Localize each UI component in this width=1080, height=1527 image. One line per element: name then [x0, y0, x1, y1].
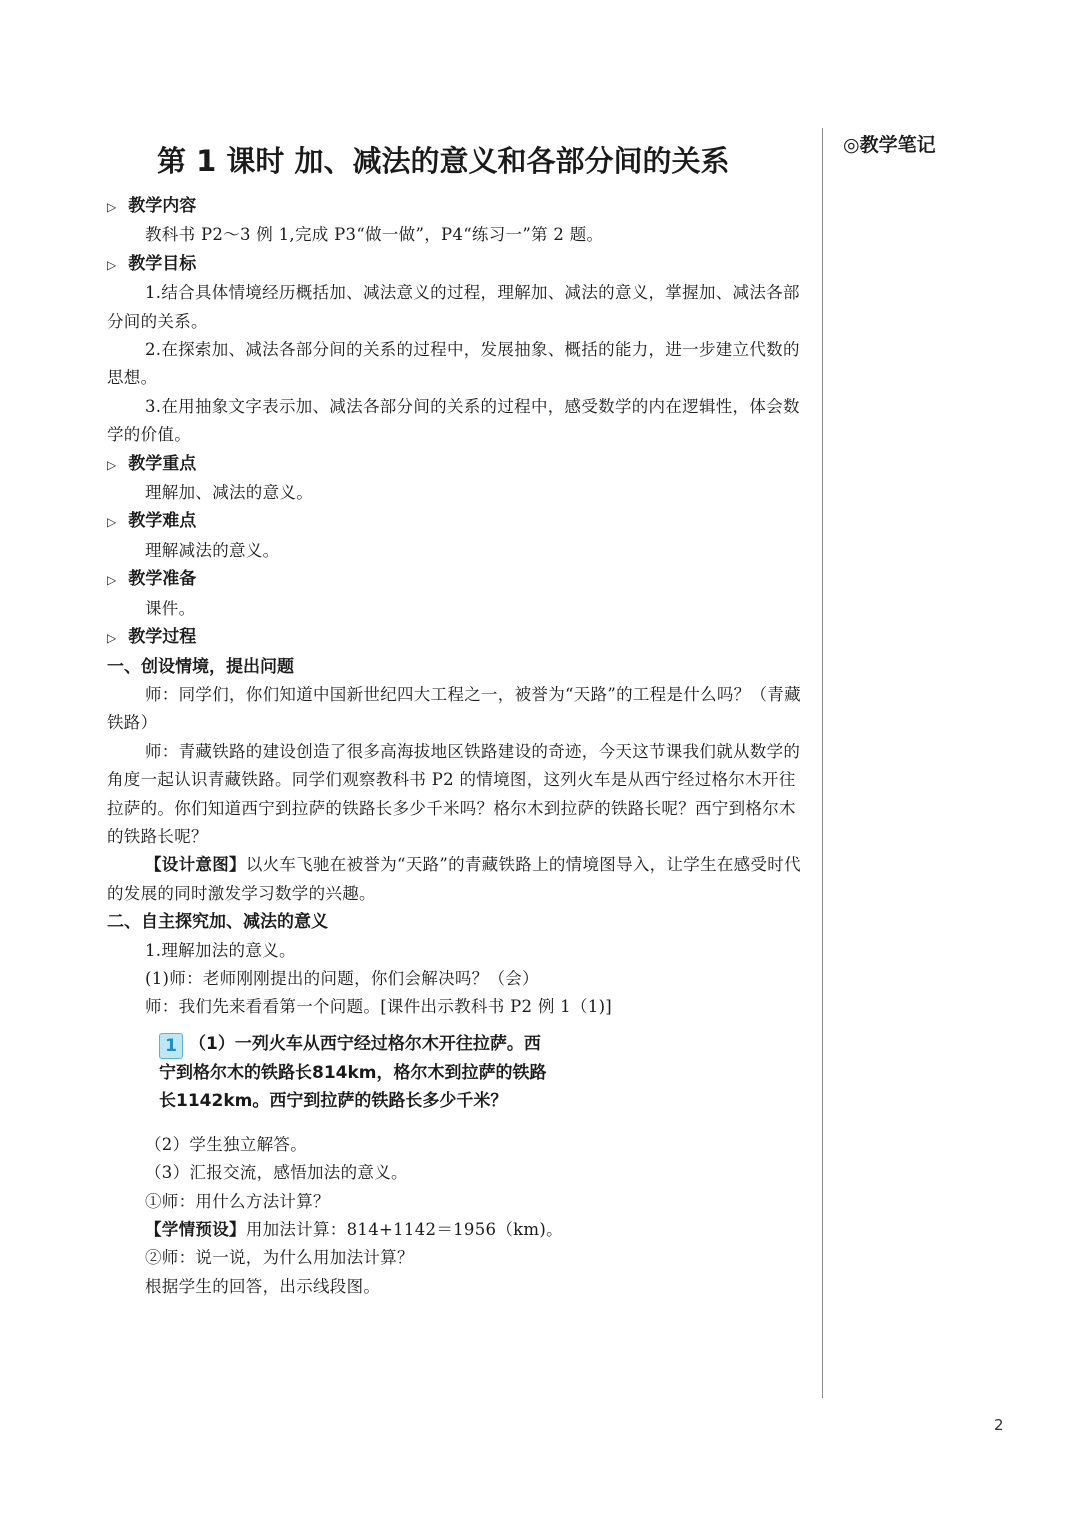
teacher-question-1: 师：同学们，你们知道中国新世纪四大工程之一，被誉为“天路”的工程是什么吗？（青藏铁路） — [107, 684, 801, 733]
notes-divider-line — [822, 128, 823, 1398]
example-line-1 — [159, 1030, 619, 1059]
teacher-intro-paragraph: 师：青藏铁路的建设创造了很多高海拔地区铁路建设的奇迹，今天这节课我们就从数学的角度一起认识青藏铁路。同学们观察教科书 P2 的情境图，这列火车是从西宁经过格尔木开往拉萨的。你们知道西宁到拉萨的铁路长多少千米吗？格尔木到拉萨的铁路长呢？西宁到格尔木的铁路长呢？ — [107, 741, 801, 846]
design-intent-paragraph — [107, 851, 807, 908]
goal-item-2: 2.在探索加、减法各部分间的关系的过程中，发展抽象、概括的能力，进一步建立代数的思想。 — [107, 340, 800, 388]
design-intent-text: 以火车飞驰在被誉为“天路”的青藏铁路上的情境图导入，让学生在感受时代的发展的同时激发学习数学的兴趣。 — [107, 855, 801, 903]
prediction-paragraph — [107, 1216, 807, 1244]
prediction-tag: 【学情预设】 — [145, 1220, 246, 1239]
triangle-bullet-icon: ▷ — [107, 515, 117, 530]
preparation-text: 课件。 — [145, 598, 196, 618]
heading-text: 教学准备 — [128, 569, 197, 590]
example-problem-box — [159, 1030, 619, 1115]
triangle-bullet-icon: ▷ — [107, 457, 117, 472]
example-line-3: 长1142km。西宁到拉萨的铁路长多少千米？ — [159, 1090, 508, 1111]
step-understand-addition: 1.理解加法的意义。 — [145, 940, 296, 960]
step-report-exchange: （3）汇报交流，感悟加法的意义。 — [145, 1163, 408, 1183]
section-heading-content — [107, 192, 807, 221]
part-two-heading: 二、自主探究加、减法的意义 — [107, 912, 328, 933]
step-teacher-question: (1)师：老师刚刚提出的问题，你们会解决吗？（会） — [145, 968, 539, 988]
prediction-text: 用加法计算：814+1142＝1956（km)。 — [245, 1220, 563, 1239]
step-show-example: 师：我们先来看看第一个问题。[课件出示教科书 P2 例 1（1)] — [145, 997, 613, 1017]
heading-text: 教学过程 — [128, 627, 197, 648]
heading-text: 教学重点 — [128, 453, 197, 474]
section-heading-key-points — [107, 450, 807, 479]
triangle-bullet-icon: ▷ — [107, 257, 117, 272]
example-line-2: 宁到格尔木的铁路长814km，格尔木到拉萨的铁路 — [159, 1062, 547, 1083]
design-intent-tag: 【设计意图】 — [145, 855, 246, 875]
difficulties-text: 理解减法的意义。 — [145, 540, 280, 560]
page-title: 第 1 课时 加、减法的意义和各部分间的关系 — [157, 144, 730, 178]
triangle-bullet-icon: ▷ — [107, 573, 117, 588]
lesson-plan-body — [107, 140, 807, 1301]
heading-text: 教学目标 — [128, 253, 197, 274]
step-independent-solve: （2）学生独立解答。 — [145, 1134, 307, 1154]
key-points-text: 理解加、减法的意义。 — [145, 483, 313, 503]
step-question-method: ①师：用什么方法计算？ — [145, 1191, 330, 1211]
step-show-segment-diagram: 根据学生的回答，出示线段图。 — [145, 1276, 381, 1296]
example-number-badge: 1 — [159, 1033, 183, 1059]
triangle-bullet-icon: ▷ — [107, 631, 117, 646]
example-line-1-text: （1）一列火车从西宁经过格尔木开往拉萨。西 — [189, 1033, 541, 1054]
section-heading-preparation — [107, 565, 807, 594]
section-heading-goals — [107, 250, 807, 279]
goal-item-1: 1.结合具体情境经历概括加、减法意义的过程，理解加、减法的意义，掌握加、减法各部分间的关系。 — [107, 283, 800, 331]
goal-item-3: 3.在用抽象文字表示加、减法各部分间的关系的过程中，感受数学的内在逻辑性，体会数学的价值。 — [107, 396, 800, 445]
content-text: 教科书 P2～3 例 1,完成 P3“做一做”，P4“练习一”第 2 题。 — [145, 225, 604, 245]
section-heading-difficulties — [107, 507, 807, 536]
heading-text: 教学难点 — [128, 511, 197, 532]
part-one-heading: 一、创设情境，提出问题 — [107, 656, 294, 677]
page-number: 2 — [994, 1416, 1004, 1434]
triangle-bullet-icon: ▷ — [107, 200, 117, 214]
section-heading-process — [107, 623, 807, 652]
step-question-why: ②师：说一说，为什么用加法计算？ — [145, 1248, 414, 1268]
notes-column-title: ◎教学笔记 — [843, 134, 936, 156]
heading-text: 教学内容 — [128, 196, 197, 216]
